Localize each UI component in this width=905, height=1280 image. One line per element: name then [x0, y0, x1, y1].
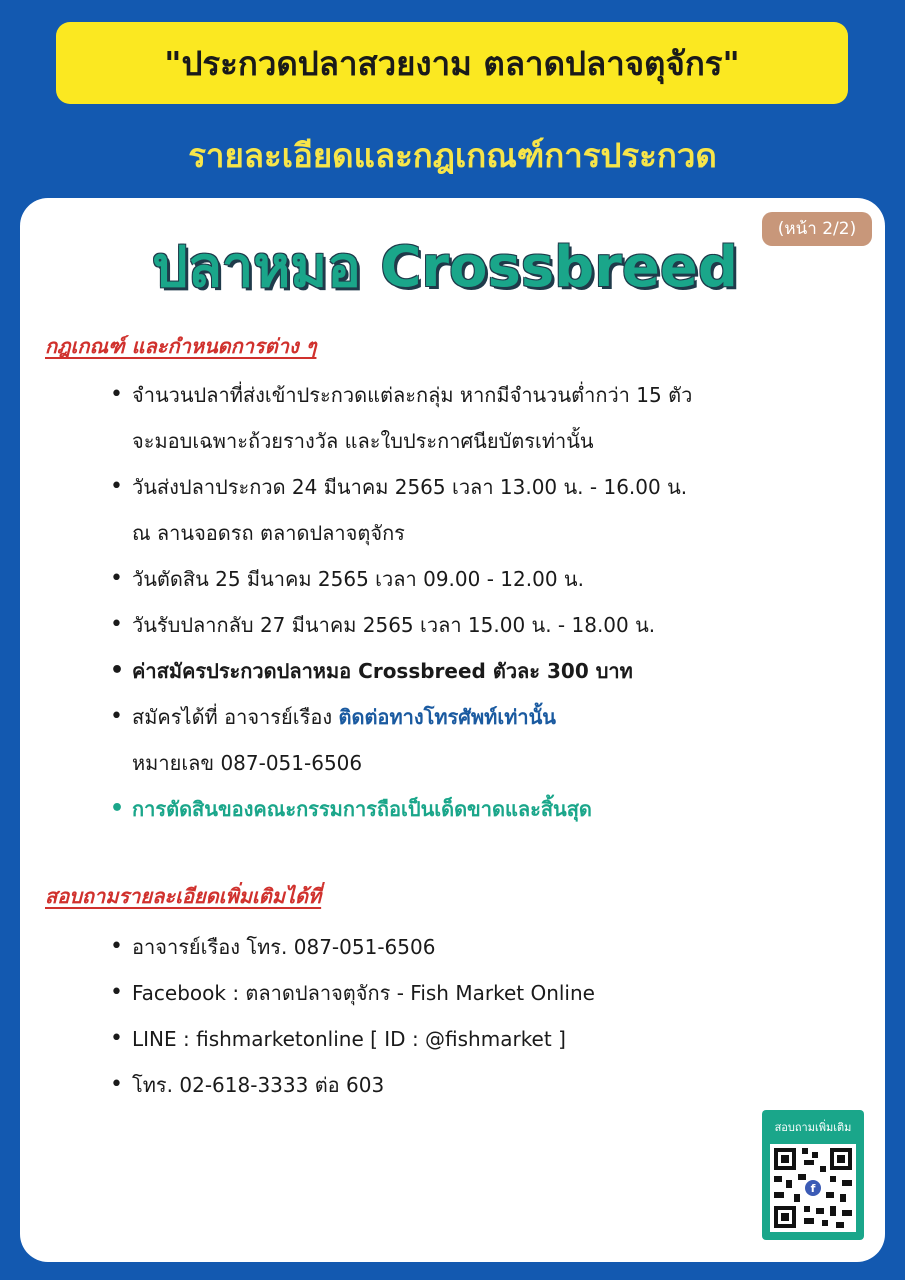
banner-title: "ประกวดปลาสวยงาม ตลาดปลาจตุจักร": [164, 43, 740, 83]
rule-text: หมายเลข 087-051-6506: [132, 751, 363, 775]
contact-facebook: Facebook : ตลาดปลาจตุจักร - Fish Market Online: [132, 981, 595, 1005]
contact-phone-office: โทร. 02-618-3333 ต่อ 603: [132, 1073, 385, 1097]
qr-label: สอบถามเพิ่มเติม: [774, 1121, 852, 1134]
rule-text: ณ ลานจอดรถ ตลาดปลาจตุจักร: [132, 521, 405, 545]
list-item: [108, 924, 808, 970]
qr-code-icon[interactable]: [770, 1144, 856, 1232]
rule-text: วันตัดสิน 25 มีนาคม 2565 เวลา 09.00 - 12.00 น.: [132, 567, 584, 591]
svg-text:f: f: [810, 1182, 816, 1195]
list-item: [108, 1062, 808, 1108]
list-item: [108, 970, 808, 1016]
title-banner: [56, 22, 848, 104]
rule-text: วันรับปลากลับ 27 มีนาคม 2565 เวลา 15.00 น. - 18.00 น.: [132, 613, 656, 637]
contact-list: [108, 924, 808, 1108]
contact-phone-teacher: อาจารย์เรือง โทร. 087-051-6506: [132, 935, 436, 959]
page-subtitle: รายละเอียดและกฎเกณฑ์การประกวด: [188, 136, 717, 175]
list-item: [108, 464, 808, 556]
rule-text: สมัครได้ที่ อาจารย์เรือง: [132, 705, 339, 729]
page-number-badge: (หน้า 2/2): [762, 212, 872, 246]
rule-text: • วันส่งปลาประกวด 24 มีนาคม 2565 เวลา 13.00 น. - 16.00 น.: [132, 475, 688, 499]
rule-text: จะมอบเฉพาะถ้วยรางวัล และใบประกาศนียบัตรเท่านั้น: [132, 429, 594, 453]
contact-heading: สอบถามรายละเอียดเพิ่มเติมได้ที่: [45, 884, 322, 908]
main-title: ปลาหมอ Crossbreed: [152, 235, 738, 300]
rules-list: [108, 372, 808, 832]
list-item: [108, 556, 808, 602]
phone-only-note: ติดต่อทางโทรศัพท์เท่านั้น: [338, 705, 556, 729]
list-item: [108, 602, 808, 648]
rule-text: การตัดสินของคณะกรรมการถือเป็นเด็ดขาดและสิ้นสุด: [132, 797, 592, 821]
list-item: [108, 786, 808, 832]
list-item: [108, 372, 808, 464]
list-item: [108, 1016, 808, 1062]
qr-code-box[interactable]: [762, 1110, 864, 1240]
rule-text: • จำนวนปลาที่ส่งเข้าประกวดแต่ละกลุ่ม หากมีจำนวนต่ำกว่า 15 ตัว: [132, 383, 693, 407]
list-item: [108, 648, 808, 694]
rules-heading: กฎเกณฑ์ และกำหนดการต่าง ๆ: [45, 334, 317, 358]
list-item: [108, 694, 808, 786]
rule-text: ค่าสมัครประกวดปลาหมอ Crossbreed ตัวละ 300 บาท: [132, 659, 633, 683]
contact-line: LINE : fishmarketonline [ ID : @fishmarket ]: [132, 1027, 566, 1051]
